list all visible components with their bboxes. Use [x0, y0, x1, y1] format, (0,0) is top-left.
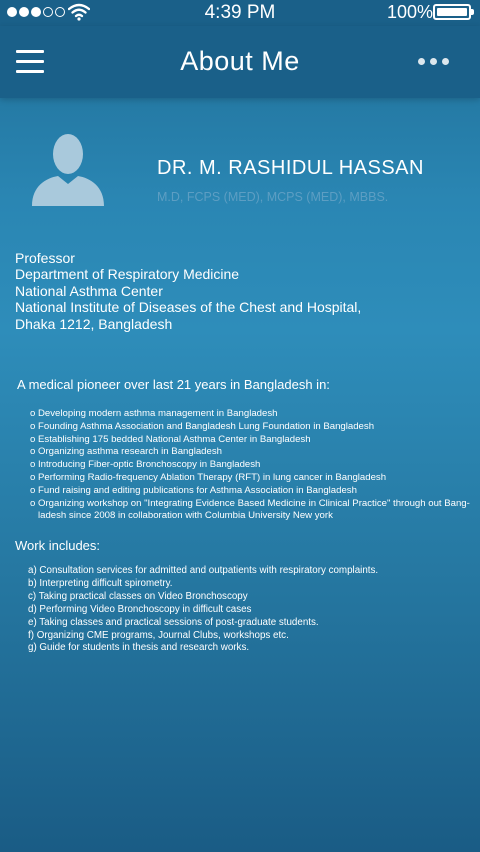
page-title: About Me: [180, 46, 300, 76]
doctor-name: DR. M. RASHIDUL HASSAN: [157, 157, 424, 179]
address-line: Dhaka 1212, Bangladesh: [15, 315, 173, 332]
list-item: a) Consultation services for admitted and outpatients with respiratory complaints.: [28, 565, 379, 576]
pioneer-list: [30, 408, 470, 523]
work-list: [28, 565, 378, 655]
list-item: c) Taking practical classes on Video Bronchoscopy: [28, 590, 248, 602]
address-line: National Institute of Diseases of the Chest and Hospital,: [15, 299, 362, 316]
list-item: b) Interpreting difficult spirometry.: [28, 577, 173, 589]
list-item: o Developing modern asthma management in Bangladesh: [30, 408, 278, 419]
list-item: o Introducing Fiber-optic Bronchoscopy in Bangladesh: [30, 459, 261, 471]
user-avatar-icon: [28, 128, 108, 208]
list-item: o Fund raising and editing publications for Asthma Association in Bangladesh: [30, 484, 357, 496]
address-line: Professor: [15, 250, 75, 266]
list-item: g) Guide for students in thesis and research works.: [28, 642, 250, 654]
work-heading: Work includes:: [15, 538, 101, 553]
list-item: d) Performing Video Bronchoscopy in difficult cases: [28, 603, 252, 615]
list-item: f) Organizing CME programs, Journal Clubs, workshops etc.: [28, 629, 289, 641]
list-item: o Organizing workshop on "Integrating Evidence Based Medicine in Clinical Practice" through out Bang-ladesh since 2008 in collaboration with Columbia University New york: [30, 497, 470, 522]
battery-icon: [433, 4, 471, 20]
battery-percentage: 100%: [387, 2, 434, 22]
status-bar: [0, 0, 480, 26]
address-line: National Asthma Center: [15, 282, 163, 299]
list-item: e) Taking classes and practical sessions of post-graduate students.: [28, 616, 319, 628]
list-item: o Performing Radio-frequency Ablation Therapy (RFT) in lung cancer in Bangladesh: [30, 471, 387, 483]
status-time: 4:39 PM: [204, 2, 276, 23]
pioneer-heading: A medical pioneer over last 21 years in Bangladesh in:: [17, 377, 330, 392]
list-item: o Founding Asthma Association and Bangladesh Lung Foundation in Bangladesh: [30, 420, 375, 432]
address-block: [15, 250, 361, 332]
navigation-bar: [0, 26, 480, 98]
doctor-degrees: M.D, FCPS (MED), MCPS (MED), MBBS.: [157, 190, 389, 204]
more-horizontal-icon[interactable]: [418, 58, 449, 65]
list-item: o Establishing 175 bedded National Asthma Center in Bangladesh: [30, 433, 311, 445]
list-item: o Organizing asthma research in Bangladesh: [30, 446, 222, 458]
address-line: Department of Respiratory Medicine: [15, 266, 240, 283]
